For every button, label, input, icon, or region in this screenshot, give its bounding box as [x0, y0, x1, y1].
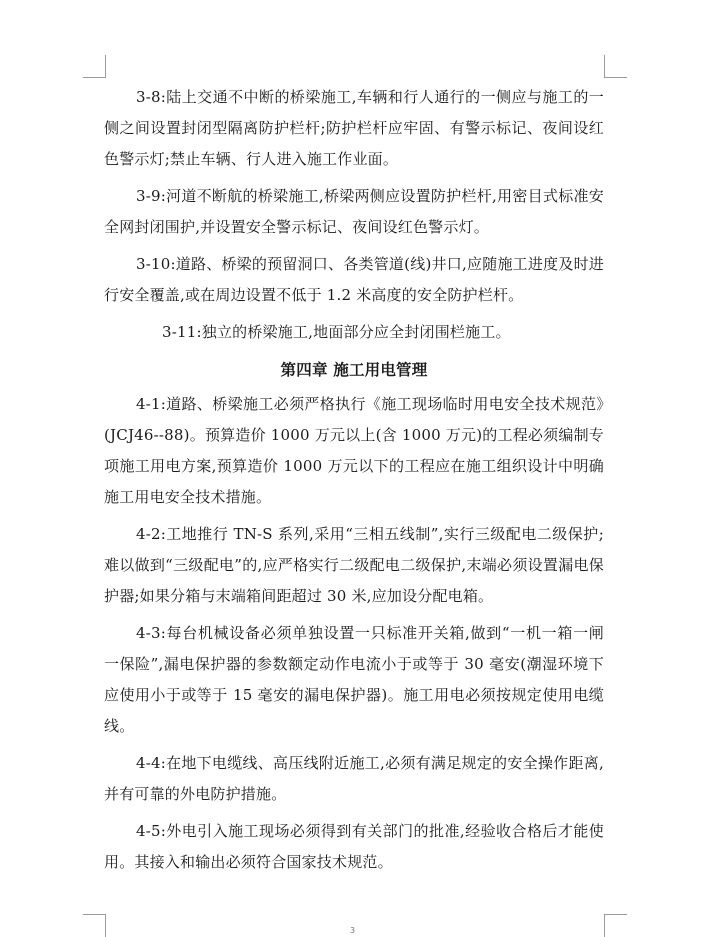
paragraph-3-11: 3-11:独立的桥梁施工,地面部分应全封闭围栏施工。: [162, 323, 511, 341]
paragraph-3-9: 3-9:河道不断航的桥梁施工,桥梁两侧应设置防护栏杆,用密目式标准安全网封闭围护,并设置安全警示标记、夜间设红色警示灯。: [104, 187, 604, 236]
paragraph-4-1: 4-1:道路、桥梁施工必须严格执行《施工现场临时用电安全技术规范》(JCJ46--88)。预算造价 1000 万元以上(含 1000 万元)的工程必须编制专项施工用电方案,预算造价 1000 万元以下的工程应在施工组织设计中明确施工用电安全技术措施。: [104, 395, 604, 506]
crop-mark-top-right: [604, 55, 627, 78]
paragraph-4-3: 4-3:每台机械设备必须单独设置一只标准开关箱,做到“一机一箱一闸一保险”,漏电保护器的参数额定动作电流小于或等于 30 毫安(潮湿环境下应使用小于或等于 15 毫安的漏电保护器)。施工用电必须按规定使用电缆线。: [104, 624, 604, 735]
paragraph-4-2: 4-2:工地推行 TN-S 系列,采用“三相五线制”,实行三级配电二级保护;难以做到“三级配电”的,应严格实行二级配电二级保护,末端必须设置漏电保护器;如果分箱与末端箱间距超过 30 米,应加设分配电箱。: [104, 525, 604, 605]
crop-mark-top-left: [83, 55, 106, 78]
paragraph-3-8: 3-8:陆上交通不中断的桥梁施工,车辆和行人通行的一侧应与施工的一侧之间设置封闭型隔离防护栏杆;防护栏杆应牢固、有警示标记、夜间设红色警示灯;禁止车辆、行人进入施工作业面。: [104, 88, 604, 168]
chapter-title: 第四章 施工用电管理: [280, 360, 428, 379]
paragraph-3-10: 3-10:道路、桥梁的预留洞口、各类管道(线)井口,应随施工进度及时进行安全覆盖,或在周边设置不低于 1.2 米高度的安全防护栏杆。: [104, 255, 604, 304]
page-number: 3: [349, 926, 356, 935]
document-body: [104, 82, 604, 884]
paragraph-4-5: 4-5:外电引入施工现场必须得到有关部门的批准,经验收合格后才能使用。其接入和输出必须符合国家技术规范。: [104, 822, 604, 871]
paragraph-4-4: 4-4:在地下电缆线、高压线附近施工,必须有满足规定的安全操作距离,并有可靠的外电防护措施。: [104, 754, 604, 803]
